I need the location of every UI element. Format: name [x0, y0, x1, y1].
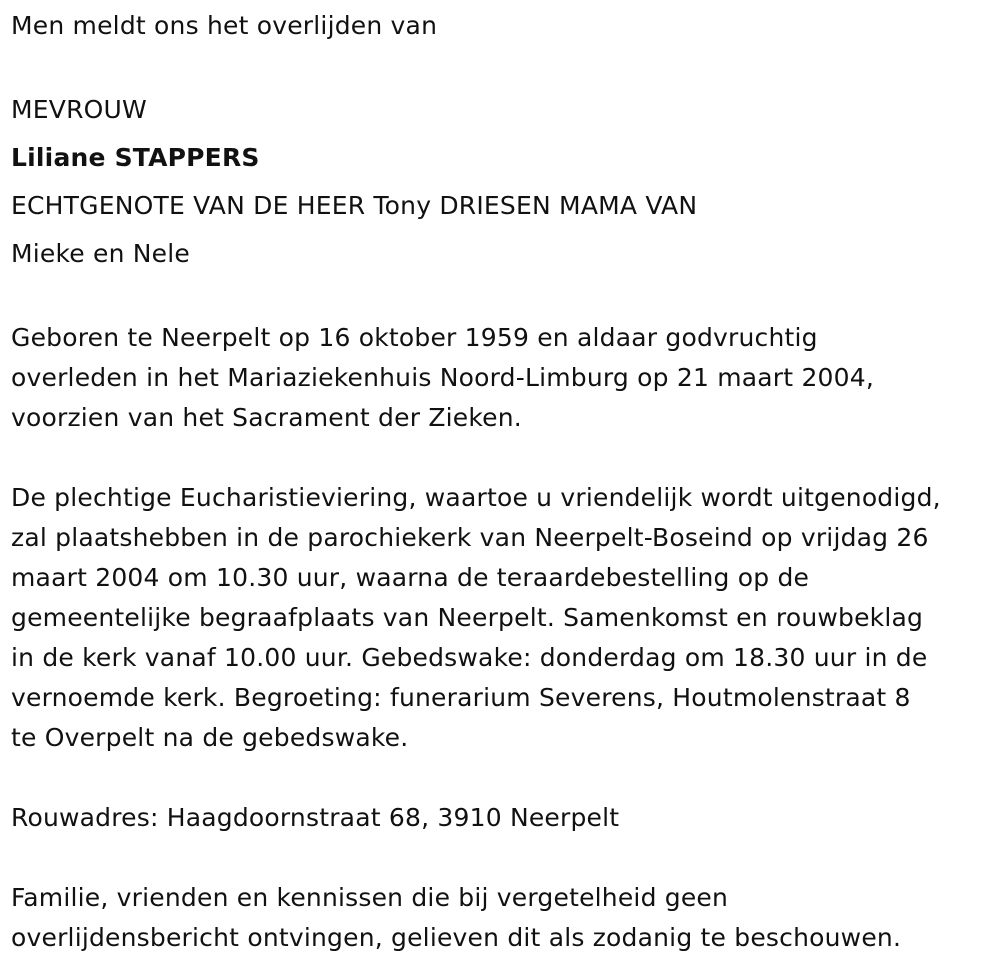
ceremony-paragraph [11, 478, 991, 758]
paragraph-line: in de kerk vanaf 10.00 uur. Gebedswake: donderdag om 18.30 uur in de [11, 643, 928, 672]
closing-paragraph [11, 878, 991, 958]
spacer [11, 838, 991, 878]
paragraph-line: te Overpelt na de gebedswake. [11, 723, 409, 752]
paragraph-line: Familie, vrienden en kennissen die bij vergetelheid geen [11, 883, 729, 912]
paragraph-line: vernoemde kerk. Begroeting: funerarium Severens, Houtmolenstraat 8 [11, 683, 911, 712]
paragraph-line: overlijdensbericht ontvingen, gelieven dit als zodanig te beschouwen. [11, 923, 902, 952]
paragraph-line: overleden in het Mariaziekenhuis Noord-Limburg op 21 maart 2004, [11, 363, 875, 392]
paragraph-line: voorzien van het Sacrament der Zieken. [11, 403, 522, 432]
spacer [11, 758, 991, 798]
spacer [11, 278, 991, 318]
paragraph-line: zal plaatshebben in de parochiekerk van Neerpelt-Boseind op vrijdag 26 [11, 523, 929, 552]
deceased-name: Liliane STAPPERS [11, 143, 260, 172]
paragraph-line: maart 2004 om 10.30 uur, waarna de teraardebestelling op de [11, 563, 810, 592]
address-paragraph [11, 798, 991, 838]
spacer [11, 438, 991, 478]
children-names: Mieke en Nele [11, 239, 190, 268]
paragraph-line: gemeentelijke begraafplaats van Neerpelt. Samenkomst en rouwbeklag [11, 603, 924, 632]
honorific-title: MEVROUW [11, 95, 147, 124]
intro-text: Men meldt ons het overlijden van [11, 11, 438, 40]
mourning-address: Rouwadres: Haagdoornstraat 68, 3910 Neerpelt [11, 803, 620, 832]
death-notice [11, 6, 991, 958]
paragraph-line: Geboren te Neerpelt op 16 oktober 1959 en aldaar godvruchtig [11, 323, 818, 352]
paragraph-line: De plechtige Eucharistieviering, waartoe u vriendelijk wordt uitgenodigd, [11, 483, 941, 512]
birth-death-paragraph [11, 318, 991, 438]
relation-text: ECHTGENOTE VAN DE HEER Tony DRIESEN MAMA VAN [11, 191, 698, 220]
